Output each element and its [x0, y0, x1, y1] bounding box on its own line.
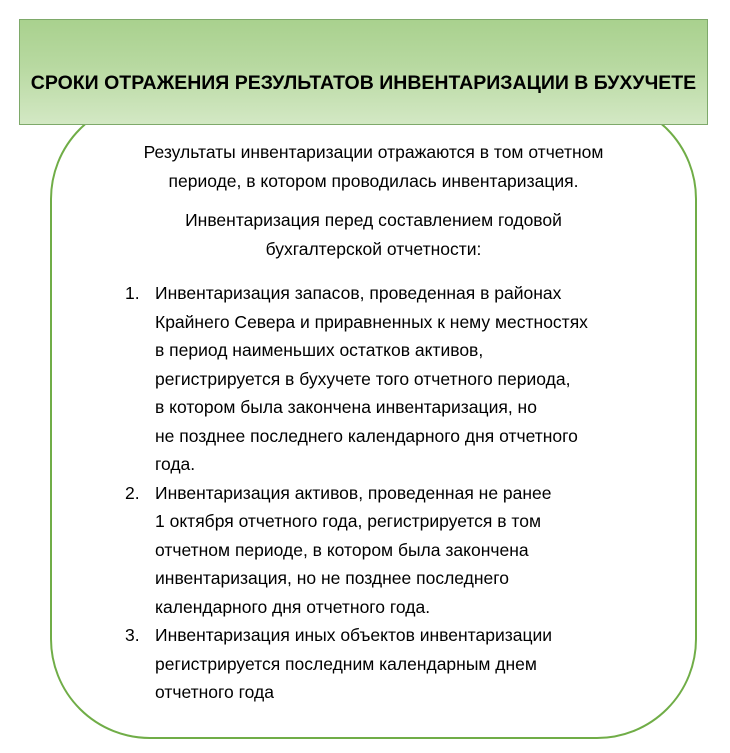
step-line: Крайнего Севера и приравненных к нему местностях [155, 311, 588, 332]
intro-paragraph-2 [52, 206, 695, 263]
step-line: в период наименьших остатков активов, [155, 340, 484, 360]
step-text [155, 621, 695, 707]
intro-1-line-1: Результаты инвентаризации отражаются в том отчетном [143, 142, 604, 162]
step-item-1 [52, 279, 695, 479]
step-line: Инвентаризация иных объектов инвентаризации [155, 625, 553, 645]
header-banner [19, 19, 708, 125]
step-line: года. [155, 454, 196, 474]
step-line: отчетного года [155, 682, 274, 702]
intro-2-line-2: бухгалтерской отчетности: [265, 238, 482, 259]
step-number: 3. [125, 625, 140, 645]
step-item-3 [52, 621, 695, 707]
intro-2-line-1: Инвентаризация перед составлением годовой [185, 210, 562, 230]
step-line: в котором была закончена инвентаризация, но [155, 397, 537, 417]
step-text [155, 279, 695, 479]
intro-1-line-2: периоде, в котором проводилась инвентаризация. [168, 170, 579, 191]
steps-list [52, 279, 695, 707]
step-line: отчетном периоде, в котором была закончена [155, 539, 529, 560]
step-line: инвентаризация, но не позднее последнего [155, 568, 509, 588]
intro-paragraph-1 [52, 138, 695, 195]
step-number: 2. [125, 482, 140, 503]
step-item-2 [52, 479, 695, 622]
step-line: Инвентаризация активов, проведенная не ранее [155, 482, 552, 503]
step-number: 1. [125, 283, 140, 303]
step-line: регистрируется в бухучете того отчетного периода, [155, 368, 571, 389]
step-line: Инвентаризация запасов, проведенная в районах [155, 283, 562, 303]
step-line: не позднее последнего календарного дня отчетного [155, 425, 578, 446]
step-line: 1 октября отчетного года, регистрируется в том [155, 511, 542, 531]
content-card [50, 99, 697, 739]
page-title: СРОКИ ОТРАЖЕНИЯ РЕЗУЛЬТАТОВ ИНВЕНТАРИЗАЦИИ В БУХУЧЕТЕ [30, 72, 697, 94]
step-text [155, 479, 695, 622]
step-line: календарного дня отчетного года. [155, 596, 431, 617]
step-line: регистрируется последним календарным днем [155, 653, 537, 674]
